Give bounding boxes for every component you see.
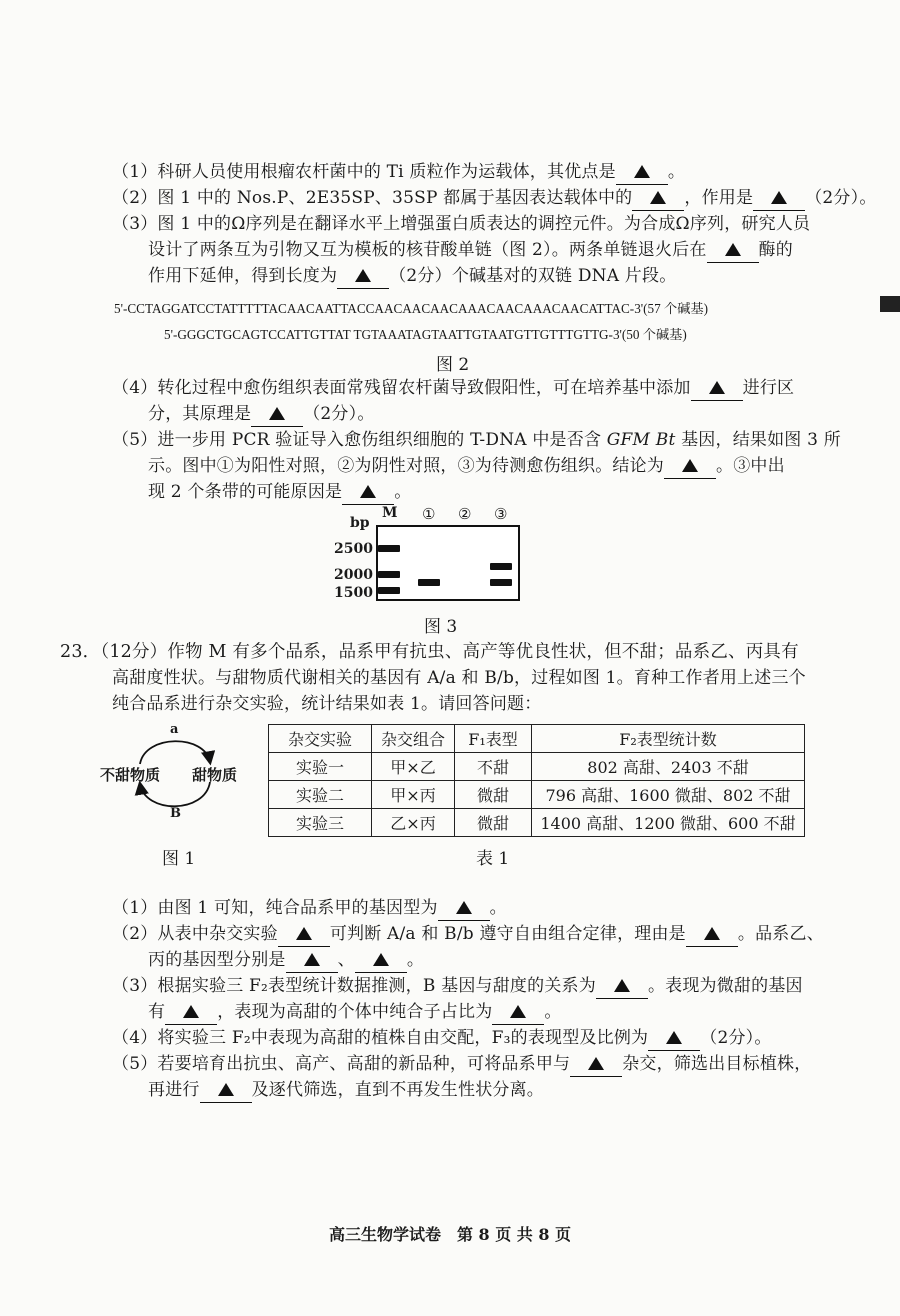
gel-unit: bp (350, 515, 370, 531)
answer-blank[interactable] (648, 1026, 700, 1051)
table-cell: 实验一 (269, 753, 372, 781)
table-row (269, 753, 805, 781)
q23-item-3-cont: 有 ，表现为高甜的个体中纯合子占比为 。 (148, 1000, 562, 1025)
triangle-icon (666, 1031, 682, 1044)
answer-blank[interactable] (200, 1078, 252, 1103)
band-M-2000 (378, 571, 400, 578)
header-cell: F₂表型统计数 (532, 725, 805, 753)
band-M-2500 (378, 545, 400, 552)
answer-blank[interactable] (570, 1052, 622, 1077)
triangle-icon (218, 1083, 234, 1096)
band-lane3-upper (490, 563, 512, 570)
sequence-2: 5'-GGGCTGCAGTCCATTGTTAT TGTAAATAGTAATTGTAATGTTGTTTGTTG-3'(50 个碱基) (164, 327, 687, 342)
header-cell: 杂交实验 (269, 725, 372, 753)
triangle-icon (709, 381, 725, 394)
q23-item-2-cont: 丙的基因型分别是 、 。 (148, 948, 424, 973)
table-cell: 实验二 (269, 781, 372, 809)
band-lane3-lower (490, 579, 512, 586)
q22-item-3: （3）图 1 中的Ω序列是在翻译水平上增强蛋白质表达的调控元件。为合成Ω序列，研究人员 (112, 214, 811, 234)
answer-blank[interactable] (691, 376, 743, 401)
q22-item-5-cont: 示。图中①为阳性对照，②为阴性对照，③为待测愈伤组织。结论为 。③中出 (148, 454, 785, 479)
triangle-icon (588, 1057, 604, 1070)
q22-item-3-cont2: 作用下延伸，得到长度为 （2分）个碱基对的双链 DNA 片段。 (148, 264, 676, 289)
header-cell: 杂交组合 (372, 725, 455, 753)
q23-item-1: （1）由图 1 可知，纯合品系甲的基因型为 。 (112, 896, 507, 921)
q23-item-2: （2）从表中杂交实验 可判断 A/a 和 B/b 遵守自由组合定律，理由是 。品系乙、 (112, 922, 824, 947)
q22-item-5-cont2: 现 2 个条带的可能原因是 。 (148, 480, 411, 505)
table-cell: 1400 高甜、1200 微甜、600 不甜 (532, 809, 805, 837)
table-row (269, 809, 805, 837)
answer-blank[interactable] (165, 1000, 217, 1025)
triangle-icon (456, 901, 472, 914)
table-cell: 796 高甜、1600 微甜、802 不甜 (532, 781, 805, 809)
q23-item-4: （4）将实验三 F₂中表现为高甜的植株自由交配，F₃的表现型及比例为 （2分）。 (112, 1026, 772, 1051)
table-row (269, 781, 805, 809)
triangle-icon (650, 191, 666, 204)
triangle-icon (682, 459, 698, 472)
triangle-icon (296, 927, 312, 940)
answer-blank[interactable] (337, 264, 389, 289)
fig1-diagram (100, 724, 250, 824)
q23-intro-1: 23．（12分）作物 M 有多个品系，品系甲有抗虫、高产等优良性状，但不甜；品系乙、丙具有 (60, 642, 799, 662)
lane-label-3: ③ (494, 505, 508, 523)
triangle-icon (771, 191, 787, 204)
q22-item-5: （5）进一步用 PCR 验证导入愈伤组织细胞的 T-DNA 中是否含 GFM Bt 基因，结果如图 3 所 (112, 430, 841, 450)
page-footer: 高三生物学试卷 第 8 页 共 8 页 (328, 1225, 572, 1244)
answer-blank[interactable] (616, 160, 668, 185)
triangle-icon (183, 1005, 199, 1018)
q23-item-3: （3）根据实验三 F₂表型统计数据推测，B 基因与甜度的关系为 。表现为微甜的基因 (112, 974, 803, 999)
answer-blank[interactable] (355, 948, 407, 973)
triangle-icon (704, 927, 720, 940)
answer-blank[interactable] (286, 948, 338, 973)
band-lane1 (418, 579, 440, 586)
tick-1500: 1500 (334, 585, 373, 601)
table-cell: 乙×丙 (372, 809, 455, 837)
q23-item-5-cont: 再进行 及逐代筛选，直到不再发生性状分离。 (148, 1078, 544, 1103)
header-cell: F₁表型 (455, 725, 532, 753)
fig1-caption: 图 1 (162, 849, 196, 869)
table1-caption: 表 1 (476, 849, 510, 869)
triangle-icon (373, 953, 389, 966)
table-cell: 实验三 (269, 809, 372, 837)
answer-blank[interactable] (632, 186, 684, 211)
answer-blank[interactable] (278, 922, 330, 947)
fig3-caption: 图 3 (424, 617, 458, 637)
triangle-icon (510, 1005, 526, 1018)
triangle-icon (355, 269, 371, 282)
triangle-icon (634, 165, 650, 178)
q22-item-3-cont: 设计了两条互为引物又互为模板的核苷酸单链（图 2）。两条单链退火后在 酶的 (148, 238, 793, 263)
lane-label-1: ① (422, 505, 436, 523)
lane-label-2: ② (458, 505, 472, 523)
gel-figure (334, 505, 534, 615)
triangle-icon (614, 979, 630, 992)
triangle-icon (725, 243, 741, 256)
tick-2500: 2500 (334, 541, 373, 557)
fig1-right-label: 甜物质 (192, 766, 238, 784)
table-header-row (269, 725, 805, 753)
table-cell: 802 高甜、2403 不甜 (532, 753, 805, 781)
q22-item-4-cont: 分，其原理是 （2分）。 (148, 402, 375, 427)
answer-blank[interactable] (686, 922, 738, 947)
edge-mark (880, 296, 900, 312)
answer-blank[interactable] (251, 402, 303, 427)
fig1-bottom-label: B (170, 806, 181, 821)
fig2-caption: 图 2 (436, 355, 470, 375)
answer-blank[interactable] (342, 480, 394, 505)
lane-label-M: M (382, 505, 398, 521)
sequence-1: 5'-CCTAGGATCCTATTTTTACAACAATTACCAACAACAACAAACAACAAACAACATTAC-3'(57 个碱基) (114, 301, 708, 316)
answer-blank[interactable] (596, 974, 648, 999)
q22-item-1: （1）科研人员使用根瘤农杆菌中的 Ti 质粒作为运载体，其优点是 。 (112, 160, 685, 185)
band-M-1500 (378, 587, 400, 594)
results-table (268, 724, 805, 837)
tick-2000: 2000 (334, 567, 373, 583)
answer-blank[interactable] (664, 454, 716, 479)
table-cell: 甲×乙 (372, 753, 455, 781)
triangle-icon (304, 953, 320, 966)
answer-blank[interactable] (707, 238, 759, 263)
answer-blank[interactable] (438, 896, 490, 921)
table-cell: 甲×丙 (372, 781, 455, 809)
answer-blank[interactable] (753, 186, 805, 211)
triangle-icon (269, 407, 285, 420)
fig1-left-label: 不甜物质 (100, 766, 161, 784)
triangle-icon (360, 485, 376, 498)
q23-intro-2: 高甜度性状。与甜物质代谢相关的基因有 A/a 和 B/b，过程如图 1。育种工作者用上述三个 (112, 668, 806, 688)
q22-item-4: （4）转化过程中愈伤组织表面常残留农杆菌导致假阳性，可在培养基中添加 进行区 (112, 376, 794, 401)
table-cell: 微甜 (455, 781, 532, 809)
q22-item-2: （2）图 1 中的 Nos.P、2E35SP、35SP 都属于基因表达载体中的 ，作用是 （2分）。 (112, 186, 877, 211)
q23-intro-3: 纯合品系进行杂交实验，统计结果如表 1。请回答问题： (112, 694, 542, 714)
table-cell: 不甜 (455, 753, 532, 781)
table-cell: 微甜 (455, 809, 532, 837)
fig1-top-label: a (170, 722, 179, 737)
answer-blank[interactable] (492, 1000, 544, 1025)
q23-item-5: （5）若要培育出抗虫、高产、高甜的新品种，可将品系甲与 杂交，筛选出目标植株， (112, 1052, 811, 1077)
